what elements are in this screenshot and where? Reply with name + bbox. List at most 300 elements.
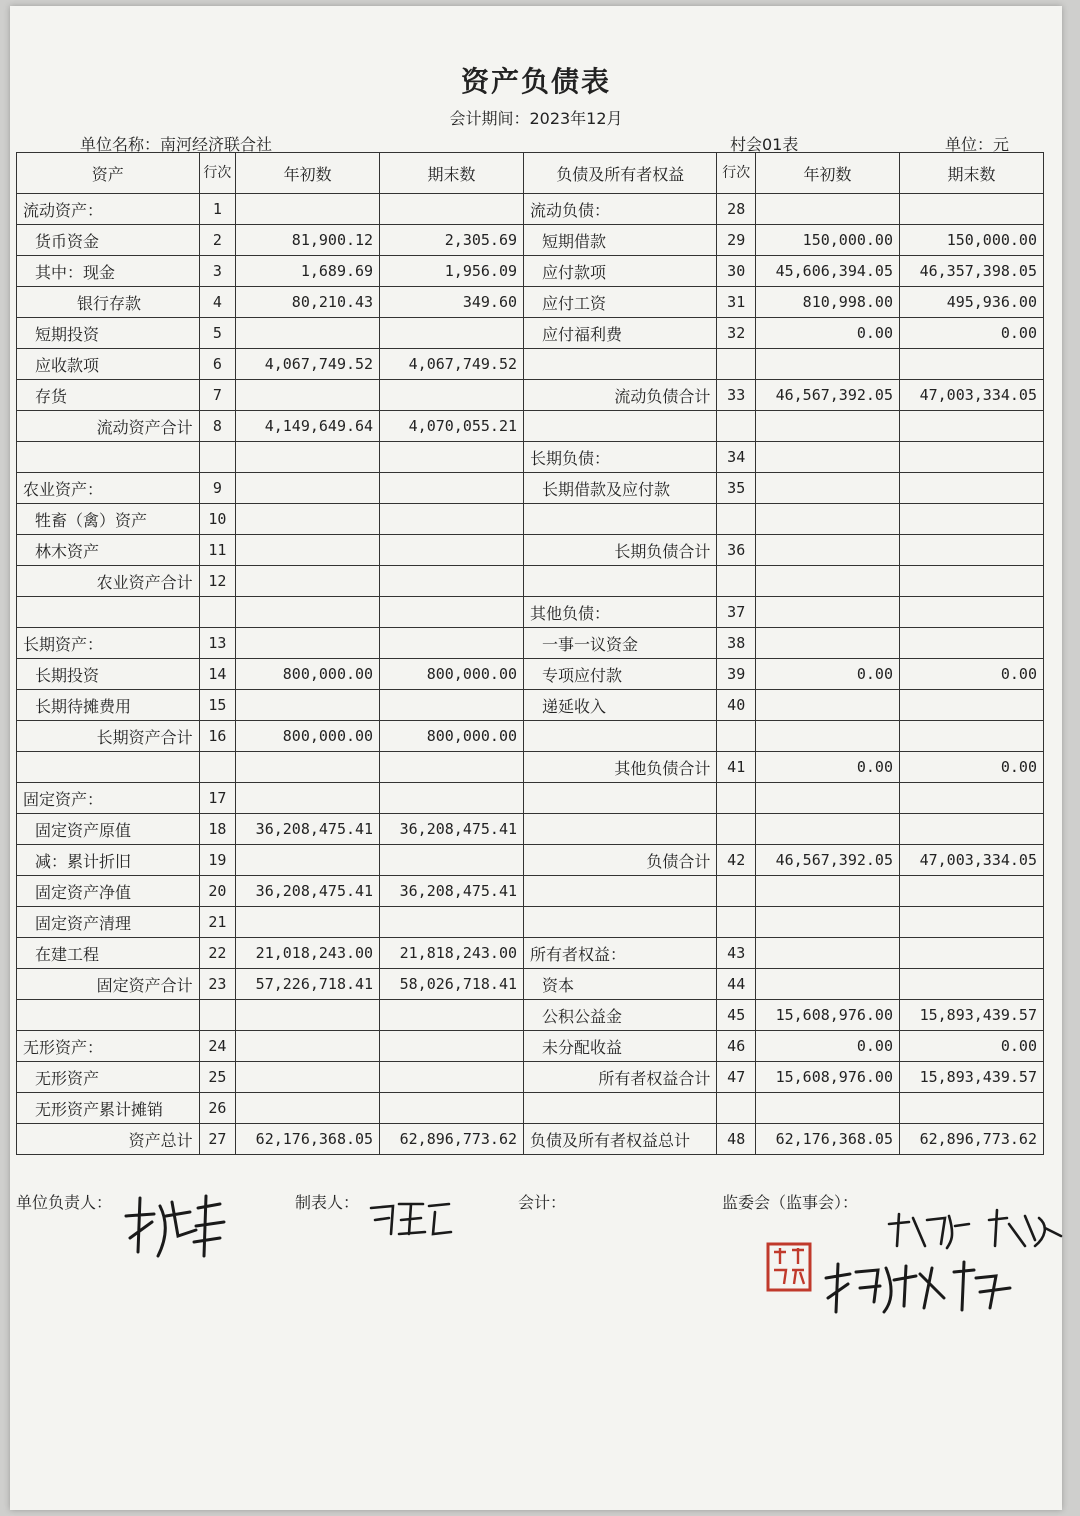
liability-label-cell: 未分配收益 xyxy=(524,1031,717,1062)
asset-end-cell xyxy=(380,535,524,566)
asset-label-cell: 流动资产合计 xyxy=(17,411,200,442)
liability-begin-cell xyxy=(756,721,900,752)
liability-label-cell xyxy=(524,876,717,907)
liability-end-cell xyxy=(899,1093,1043,1124)
liability-end-cell: 46,357,398.05 xyxy=(899,256,1043,287)
table-row xyxy=(17,907,1044,938)
asset-label-cell: 无形资产累计摊销 xyxy=(17,1093,200,1124)
liability-end-cell xyxy=(899,783,1043,814)
asset-label-cell: 牲畜（禽）资产 xyxy=(17,504,200,535)
asset-label-cell: 长期资产： xyxy=(17,628,200,659)
liability-end-cell xyxy=(899,349,1043,380)
liability-label-cell: 流动负债： xyxy=(524,194,717,225)
liability-end-cell: 0.00 xyxy=(899,1031,1043,1062)
liability-end-cell xyxy=(899,628,1043,659)
asset-line-cell: 11 xyxy=(199,535,236,566)
table-row xyxy=(17,752,1044,783)
asset-begin-cell: 57,226,718.41 xyxy=(236,969,380,1000)
liability-end-cell xyxy=(899,938,1043,969)
asset-begin-cell: 4,067,749.52 xyxy=(236,349,380,380)
header-begin: 年初数 xyxy=(756,153,900,194)
liability-line-cell xyxy=(717,783,756,814)
liability-line-cell: 35 xyxy=(717,473,756,504)
liability-begin-cell: 45,606,394.05 xyxy=(756,256,900,287)
liability-end-cell xyxy=(899,814,1043,845)
table-row xyxy=(17,380,1044,411)
asset-end-cell xyxy=(380,690,524,721)
liability-begin-cell: 46,567,392.05 xyxy=(756,380,900,411)
liability-begin-cell: 810,998.00 xyxy=(756,287,900,318)
liability-end-cell xyxy=(899,721,1043,752)
asset-line-cell: 8 xyxy=(199,411,236,442)
liability-line-cell: 30 xyxy=(717,256,756,287)
table-row xyxy=(17,411,1044,442)
liability-end-cell xyxy=(899,876,1043,907)
asset-end-cell: 1,956.09 xyxy=(380,256,524,287)
balance-sheet-paper xyxy=(10,6,1062,1510)
asset-line-cell: 21 xyxy=(199,907,236,938)
asset-begin-cell: 36,208,475.41 xyxy=(236,814,380,845)
asset-begin-cell xyxy=(236,535,380,566)
asset-end-cell: 4,067,749.52 xyxy=(380,349,524,380)
liability-line-cell xyxy=(717,1093,756,1124)
page-title: 资产负债表 xyxy=(460,65,611,98)
asset-begin-cell: 1,689.69 xyxy=(236,256,380,287)
liability-end-cell xyxy=(899,969,1043,1000)
header-end: 期末数 xyxy=(380,153,524,194)
table-row xyxy=(17,535,1044,566)
liability-line-cell: 45 xyxy=(717,1000,756,1031)
asset-label-cell xyxy=(17,597,200,628)
supervisor-signatures-row1 xyxy=(885,1206,1065,1256)
asset-label-cell: 农业资产合计 xyxy=(17,566,200,597)
liability-line-cell: 42 xyxy=(717,845,756,876)
asset-end-cell xyxy=(380,473,524,504)
asset-end-cell: 36,208,475.41 xyxy=(380,814,524,845)
liability-line-cell: 38 xyxy=(717,628,756,659)
liability-end-cell: 62,896,773.62 xyxy=(899,1124,1043,1155)
asset-line-cell: 18 xyxy=(199,814,236,845)
asset-end-cell: 58,026,718.41 xyxy=(380,969,524,1000)
asset-end-cell: 800,000.00 xyxy=(380,721,524,752)
liability-end-cell: 0.00 xyxy=(899,752,1043,783)
table-row xyxy=(17,349,1044,380)
asset-end-cell xyxy=(380,566,524,597)
asset-line-cell: 22 xyxy=(199,938,236,969)
asset-begin-cell xyxy=(236,783,380,814)
asset-begin-cell: 62,176,368.05 xyxy=(236,1124,380,1155)
liability-label-cell: 负债合计 xyxy=(524,845,717,876)
currency-unit: 单位：元 xyxy=(945,135,1010,154)
liability-label-cell xyxy=(524,411,717,442)
liability-begin-cell xyxy=(756,411,900,442)
liability-line-cell xyxy=(717,349,756,380)
accounting-period: 会计期间：2023年12月 xyxy=(449,109,623,128)
asset-line-cell: 12 xyxy=(199,566,236,597)
liability-begin-cell: 62,176,368.05 xyxy=(756,1124,900,1155)
liability-begin-cell xyxy=(756,690,900,721)
liability-label-cell xyxy=(524,504,717,535)
liability-line-cell: 48 xyxy=(717,1124,756,1155)
liability-label-cell: 其他负债： xyxy=(524,597,717,628)
liability-label-cell xyxy=(524,721,717,752)
asset-label-cell: 存货 xyxy=(17,380,200,411)
asset-begin-cell xyxy=(236,442,380,473)
liability-label-cell xyxy=(524,1093,717,1124)
table-row xyxy=(17,225,1044,256)
asset-end-cell xyxy=(380,907,524,938)
asset-begin-cell xyxy=(236,1031,380,1062)
table-row xyxy=(17,597,1044,628)
liability-begin-cell xyxy=(756,1093,900,1124)
liability-end-cell: 15,893,439.57 xyxy=(899,1000,1043,1031)
header-asset: 资产 xyxy=(17,153,200,194)
table-row xyxy=(17,876,1044,907)
liability-line-cell xyxy=(717,876,756,907)
asset-line-cell: 14 xyxy=(199,659,236,690)
liability-begin-cell xyxy=(756,628,900,659)
asset-label-cell: 固定资产合计 xyxy=(17,969,200,1000)
asset-label-cell: 在建工程 xyxy=(17,938,200,969)
asset-begin-cell: 800,000.00 xyxy=(236,721,380,752)
asset-line-cell: 27 xyxy=(199,1124,236,1155)
asset-end-cell: 800,000.00 xyxy=(380,659,524,690)
supervisor-label: 监委会（监事会）： xyxy=(722,1193,859,1212)
liability-end-cell xyxy=(899,194,1043,225)
liability-end-cell xyxy=(899,907,1043,938)
header-line-no: 行次 xyxy=(717,153,756,194)
asset-end-cell: 21,818,243.00 xyxy=(380,938,524,969)
asset-line-cell: 17 xyxy=(199,783,236,814)
asset-end-cell xyxy=(380,1000,524,1031)
asset-label-cell: 长期待摊费用 xyxy=(17,690,200,721)
liability-line-cell xyxy=(717,907,756,938)
asset-label-cell: 长期资产合计 xyxy=(17,721,200,752)
asset-begin-cell: 21,018,243.00 xyxy=(236,938,380,969)
liability-end-cell: 0.00 xyxy=(899,318,1043,349)
asset-line-cell: 7 xyxy=(199,380,236,411)
liability-label-cell xyxy=(524,783,717,814)
liability-label-cell: 应付福利费 xyxy=(524,318,717,349)
liability-label-cell: 长期负债： xyxy=(524,442,717,473)
asset-begin-cell: 4,149,649.64 xyxy=(236,411,380,442)
asset-line-cell: 16 xyxy=(199,721,236,752)
asset-end-cell xyxy=(380,783,524,814)
table-row xyxy=(17,442,1044,473)
unit-head-signature xyxy=(120,1186,230,1266)
liability-label-cell xyxy=(524,814,717,845)
liability-label-cell: 负债及所有者权益总计 xyxy=(524,1124,717,1155)
table-header-row xyxy=(17,153,1044,194)
liability-begin-cell xyxy=(756,442,900,473)
table-row xyxy=(17,1000,1044,1031)
asset-label-cell: 应收款项 xyxy=(17,349,200,380)
liability-label-cell xyxy=(524,349,717,380)
liability-label-cell: 所有者权益合计 xyxy=(524,1062,717,1093)
asset-begin-cell xyxy=(236,473,380,504)
liability-end-cell: 47,003,334.05 xyxy=(899,845,1043,876)
liability-end-cell xyxy=(899,690,1043,721)
table-row xyxy=(17,1031,1044,1062)
header-line-no: 行次 xyxy=(199,153,236,194)
liability-end-cell xyxy=(899,442,1043,473)
table-row xyxy=(17,814,1044,845)
asset-line-cell: 6 xyxy=(199,349,236,380)
unit-name: 单位名称：南河经济联合社 xyxy=(80,135,273,154)
asset-label-cell: 无形资产 xyxy=(17,1062,200,1093)
liability-end-cell: 15,893,439.57 xyxy=(899,1062,1043,1093)
liability-end-cell xyxy=(899,597,1043,628)
asset-end-cell xyxy=(380,628,524,659)
table-row xyxy=(17,938,1044,969)
asset-end-cell: 62,896,773.62 xyxy=(380,1124,524,1155)
asset-begin-cell: 800,000.00 xyxy=(236,659,380,690)
asset-label-cell: 固定资产清理 xyxy=(17,907,200,938)
asset-line-cell: 26 xyxy=(199,1093,236,1124)
table-row xyxy=(17,256,1044,287)
liability-line-cell: 31 xyxy=(717,287,756,318)
liability-begin-cell xyxy=(756,349,900,380)
asset-begin-cell: 36,208,475.41 xyxy=(236,876,380,907)
table-row xyxy=(17,1124,1044,1155)
table-row xyxy=(17,287,1044,318)
liability-line-cell: 39 xyxy=(717,659,756,690)
asset-line-cell: 13 xyxy=(199,628,236,659)
asset-line-cell: 2 xyxy=(199,225,236,256)
liability-label-cell: 短期借款 xyxy=(524,225,717,256)
asset-line-cell: 1 xyxy=(199,194,236,225)
liability-begin-cell xyxy=(756,566,900,597)
asset-end-cell xyxy=(380,845,524,876)
table-row xyxy=(17,628,1044,659)
liability-line-cell xyxy=(717,411,756,442)
asset-line-cell xyxy=(199,752,236,783)
liability-begin-cell xyxy=(756,504,900,535)
asset-end-cell xyxy=(380,1031,524,1062)
liability-begin-cell xyxy=(756,597,900,628)
asset-label-cell: 减：累计折旧 xyxy=(17,845,200,876)
table-row xyxy=(17,721,1044,752)
asset-line-cell: 15 xyxy=(199,690,236,721)
table-row xyxy=(17,690,1044,721)
asset-line-cell: 20 xyxy=(199,876,236,907)
liability-end-cell: 47,003,334.05 xyxy=(899,380,1043,411)
asset-line-cell: 9 xyxy=(199,473,236,504)
liability-label-cell: 公积公益金 xyxy=(524,1000,717,1031)
asset-begin-cell xyxy=(236,1062,380,1093)
liability-label-cell: 长期借款及应付款 xyxy=(524,473,717,504)
asset-begin-cell xyxy=(236,845,380,876)
asset-end-cell xyxy=(380,442,524,473)
asset-label-cell: 其中：现金 xyxy=(17,256,200,287)
liability-label-cell: 资本 xyxy=(524,969,717,1000)
liability-begin-cell xyxy=(756,194,900,225)
asset-line-cell xyxy=(199,442,236,473)
liability-label-cell: 长期负债合计 xyxy=(524,535,717,566)
table-row xyxy=(17,504,1044,535)
liability-label-cell: 流动负债合计 xyxy=(524,380,717,411)
liability-begin-cell: 0.00 xyxy=(756,1031,900,1062)
liability-end-cell: 495,936.00 xyxy=(899,287,1043,318)
supervisor-signatures-row2 xyxy=(820,1258,1020,1318)
liability-begin-cell: 0.00 xyxy=(756,752,900,783)
liability-begin-cell xyxy=(756,473,900,504)
asset-end-cell xyxy=(380,597,524,628)
asset-end-cell xyxy=(380,1093,524,1124)
asset-label-cell: 银行存款 xyxy=(17,287,200,318)
liability-line-cell: 44 xyxy=(717,969,756,1000)
table-row xyxy=(17,845,1044,876)
liability-begin-cell: 15,608,976.00 xyxy=(756,1062,900,1093)
asset-end-cell xyxy=(380,752,524,783)
liability-end-cell xyxy=(899,411,1043,442)
table-row xyxy=(17,1062,1044,1093)
red-seal-stamp xyxy=(766,1242,812,1292)
asset-line-cell: 10 xyxy=(199,504,236,535)
asset-label-cell: 农业资产： xyxy=(17,473,200,504)
asset-begin-cell xyxy=(236,194,380,225)
liability-begin-cell: 0.00 xyxy=(756,318,900,349)
asset-label-cell: 无形资产： xyxy=(17,1031,200,1062)
asset-label-cell: 固定资产净值 xyxy=(17,876,200,907)
table-row xyxy=(17,659,1044,690)
asset-begin-cell xyxy=(236,566,380,597)
asset-end-cell: 36,208,475.41 xyxy=(380,876,524,907)
asset-begin-cell xyxy=(236,318,380,349)
asset-line-cell xyxy=(199,597,236,628)
liability-line-cell xyxy=(717,814,756,845)
preparer-signature xyxy=(365,1194,455,1244)
liability-end-cell xyxy=(899,535,1043,566)
header-end: 期末数 xyxy=(899,153,1043,194)
liability-begin-cell: 0.00 xyxy=(756,659,900,690)
liability-line-cell: 37 xyxy=(717,597,756,628)
asset-begin-cell xyxy=(236,628,380,659)
liability-begin-cell: 15,608,976.00 xyxy=(756,1000,900,1031)
liability-line-cell: 34 xyxy=(717,442,756,473)
asset-line-cell: 23 xyxy=(199,969,236,1000)
liability-end-cell: 150,000.00 xyxy=(899,225,1043,256)
liability-line-cell: 28 xyxy=(717,194,756,225)
asset-line-cell xyxy=(199,1000,236,1031)
liability-label-cell xyxy=(524,566,717,597)
liability-line-cell: 46 xyxy=(717,1031,756,1062)
asset-label-cell: 货币资金 xyxy=(17,225,200,256)
table-row xyxy=(17,566,1044,597)
liability-end-cell: 0.00 xyxy=(899,659,1043,690)
asset-line-cell: 3 xyxy=(199,256,236,287)
asset-line-cell: 5 xyxy=(199,318,236,349)
table-row xyxy=(17,194,1044,225)
asset-label-cell xyxy=(17,442,200,473)
asset-begin-cell: 80,210.43 xyxy=(236,287,380,318)
liability-begin-cell xyxy=(756,783,900,814)
liability-line-cell: 43 xyxy=(717,938,756,969)
liability-end-cell xyxy=(899,473,1043,504)
asset-begin-cell xyxy=(236,1093,380,1124)
asset-label-cell xyxy=(17,1000,200,1031)
asset-begin-cell xyxy=(236,907,380,938)
table-row xyxy=(17,1093,1044,1124)
balance-sheet-table xyxy=(16,152,1044,1155)
asset-begin-cell xyxy=(236,752,380,783)
asset-label-cell: 长期投资 xyxy=(17,659,200,690)
asset-label-cell: 短期投资 xyxy=(17,318,200,349)
asset-begin-cell xyxy=(236,597,380,628)
asset-label-cell: 固定资产： xyxy=(17,783,200,814)
liability-begin-cell xyxy=(756,814,900,845)
preparer-label: 制表人： xyxy=(295,1193,360,1212)
header-liabilities: 负债及所有者权益 xyxy=(524,153,717,194)
liability-label-cell: 应付款项 xyxy=(524,256,717,287)
liability-line-cell xyxy=(717,504,756,535)
liability-begin-cell xyxy=(756,907,900,938)
liability-label-cell: 递延收入 xyxy=(524,690,717,721)
liability-label-cell xyxy=(524,907,717,938)
liability-end-cell xyxy=(899,504,1043,535)
asset-end-cell xyxy=(380,1062,524,1093)
table-row xyxy=(17,318,1044,349)
asset-line-cell: 25 xyxy=(199,1062,236,1093)
liability-label-cell: 应付工资 xyxy=(524,287,717,318)
asset-end-cell: 4,070,055.21 xyxy=(380,411,524,442)
liability-line-cell: 36 xyxy=(717,535,756,566)
asset-label-cell: 固定资产原值 xyxy=(17,814,200,845)
liability-line-cell xyxy=(717,721,756,752)
table-row xyxy=(17,473,1044,504)
liability-label-cell: 所有者权益： xyxy=(524,938,717,969)
asset-begin-cell xyxy=(236,504,380,535)
asset-begin-cell: 81,900.12 xyxy=(236,225,380,256)
liability-end-cell xyxy=(899,566,1043,597)
liability-begin-cell xyxy=(756,876,900,907)
liability-label-cell: 一事一议资金 xyxy=(524,628,717,659)
table-row xyxy=(17,969,1044,1000)
asset-label-cell xyxy=(17,752,200,783)
asset-end-cell xyxy=(380,504,524,535)
asset-label-cell: 资产总计 xyxy=(17,1124,200,1155)
asset-end-cell xyxy=(380,194,524,225)
liability-begin-cell xyxy=(756,969,900,1000)
asset-end-cell: 2,305.69 xyxy=(380,225,524,256)
asset-label-cell: 林木资产 xyxy=(17,535,200,566)
liability-label-cell: 其他负债合计 xyxy=(524,752,717,783)
asset-end-cell xyxy=(380,380,524,411)
liability-line-cell: 41 xyxy=(717,752,756,783)
liability-line-cell xyxy=(717,566,756,597)
liability-line-cell: 32 xyxy=(717,318,756,349)
asset-label-cell: 流动资产： xyxy=(17,194,200,225)
accountant-label: 会计： xyxy=(518,1193,567,1212)
asset-begin-cell xyxy=(236,380,380,411)
liability-begin-cell xyxy=(756,938,900,969)
liability-label-cell: 专项应付款 xyxy=(524,659,717,690)
liability-begin-cell: 46,567,392.05 xyxy=(756,845,900,876)
liability-line-cell: 29 xyxy=(717,225,756,256)
asset-line-cell: 24 xyxy=(199,1031,236,1062)
asset-line-cell: 19 xyxy=(199,845,236,876)
table-row xyxy=(17,783,1044,814)
unit-head-label: 单位负责人： xyxy=(16,1193,113,1212)
liability-begin-cell xyxy=(756,535,900,566)
asset-end-cell: 349.60 xyxy=(380,287,524,318)
liability-line-cell: 33 xyxy=(717,380,756,411)
liability-begin-cell: 150,000.00 xyxy=(756,225,900,256)
form-number: 村会01表 xyxy=(730,135,799,154)
asset-begin-cell xyxy=(236,690,380,721)
liability-line-cell: 47 xyxy=(717,1062,756,1093)
asset-begin-cell xyxy=(236,1000,380,1031)
